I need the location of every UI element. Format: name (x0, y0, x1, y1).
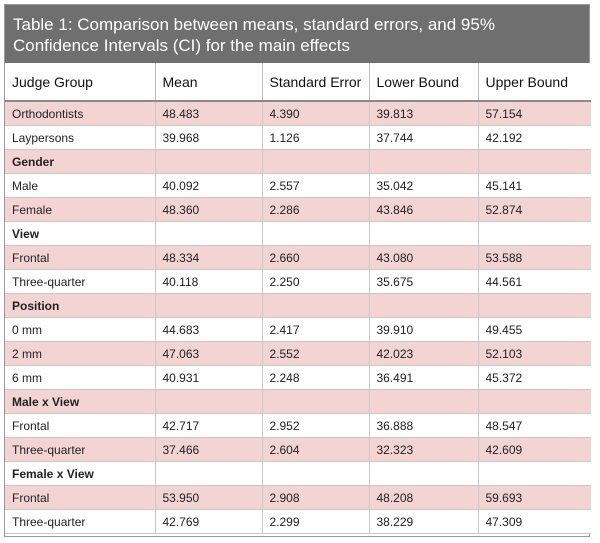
standard-error-cell (262, 294, 369, 318)
header-mean: Mean (155, 63, 262, 101)
standard-error-cell: 4.390 (262, 101, 369, 126)
upper-bound-cell: 52.874 (478, 198, 591, 222)
section-header-row (5, 462, 591, 486)
upper-bound-cell: 59.693 (478, 486, 591, 510)
upper-bound-cell: 45.372 (478, 366, 591, 390)
mean-cell: 48.360 (155, 198, 262, 222)
upper-bound-cell: 53.588 (478, 246, 591, 270)
row-label: 6 mm (5, 366, 155, 390)
standard-error-cell: 2.908 (262, 486, 369, 510)
lower-bound-cell (369, 294, 478, 318)
row-label: 0 mm (5, 318, 155, 342)
row-label: Male (5, 174, 155, 198)
standard-error-cell: 1.126 (262, 126, 369, 150)
table-row (5, 246, 591, 270)
mean-cell: 37.466 (155, 438, 262, 462)
section-label: View (5, 222, 155, 246)
table-row (5, 366, 591, 390)
standard-error-cell: 2.552 (262, 342, 369, 366)
standard-error-cell: 2.299 (262, 510, 369, 534)
mean-cell: 53.950 (155, 486, 262, 510)
data-table (5, 63, 591, 534)
table-row (5, 438, 591, 462)
row-label: Frontal (5, 414, 155, 438)
row-label: Frontal (5, 486, 155, 510)
mean-cell: 39.968 (155, 126, 262, 150)
upper-bound-cell: 42.192 (478, 126, 591, 150)
row-label: Orthodontists (5, 101, 155, 126)
mean-cell: 44.683 (155, 318, 262, 342)
upper-bound-cell: 47.309 (478, 510, 591, 534)
section-label: Female x View (5, 462, 155, 486)
upper-bound-cell: 49.455 (478, 318, 591, 342)
upper-bound-cell: 45.141 (478, 174, 591, 198)
lower-bound-cell: 35.675 (369, 270, 478, 294)
upper-bound-cell (478, 150, 591, 174)
row-label: Frontal (5, 246, 155, 270)
mean-cell: 47.063 (155, 342, 262, 366)
standard-error-cell (262, 390, 369, 414)
table-title: Table 1: Comparison between means, standard errors, and 95% Confidence Intervals (CI) for the main effects (5, 5, 589, 63)
section-label: Gender (5, 150, 155, 174)
mean-cell: 40.118 (155, 270, 262, 294)
mean-cell (155, 222, 262, 246)
table-body (5, 101, 591, 534)
table-row (5, 198, 591, 222)
header-lower-bound: Lower Bound (369, 63, 478, 101)
row-label: Laypersons (5, 126, 155, 150)
standard-error-cell (262, 150, 369, 174)
lower-bound-cell: 43.080 (369, 246, 478, 270)
table-row (5, 126, 591, 150)
lower-bound-cell: 37.744 (369, 126, 478, 150)
row-label: Three-quarter (5, 270, 155, 294)
mean-cell (155, 462, 262, 486)
upper-bound-cell: 57.154 (478, 101, 591, 126)
standard-error-cell: 2.952 (262, 414, 369, 438)
upper-bound-cell: 44.561 (478, 270, 591, 294)
upper-bound-cell (478, 294, 591, 318)
standard-error-cell: 2.557 (262, 174, 369, 198)
upper-bound-cell (478, 390, 591, 414)
lower-bound-cell: 42.023 (369, 342, 478, 366)
lower-bound-cell (369, 462, 478, 486)
lower-bound-cell: 48.208 (369, 486, 478, 510)
table-row (5, 318, 591, 342)
mean-cell (155, 294, 262, 318)
standard-error-cell (262, 222, 369, 246)
lower-bound-cell: 36.888 (369, 414, 478, 438)
section-label: Position (5, 294, 155, 318)
lower-bound-cell: 39.910 (369, 318, 478, 342)
upper-bound-cell (478, 222, 591, 246)
lower-bound-cell: 39.813 (369, 101, 478, 126)
mean-cell: 42.717 (155, 414, 262, 438)
mean-cell: 42.769 (155, 510, 262, 534)
standard-error-cell (262, 462, 369, 486)
table-row (5, 510, 591, 534)
table-row (5, 486, 591, 510)
header-judge-group: Judge Group (5, 63, 155, 101)
upper-bound-cell (478, 462, 591, 486)
upper-bound-cell: 48.547 (478, 414, 591, 438)
header-standard-error: Standard Error (262, 63, 369, 101)
row-label: Three-quarter (5, 510, 155, 534)
table-row (5, 342, 591, 366)
standard-error-cell: 2.604 (262, 438, 369, 462)
lower-bound-cell (369, 390, 478, 414)
header-upper-bound: Upper Bound (478, 63, 591, 101)
row-label: Three-quarter (5, 438, 155, 462)
row-label: 2 mm (5, 342, 155, 366)
standard-error-cell: 2.250 (262, 270, 369, 294)
lower-bound-cell: 38.229 (369, 510, 478, 534)
table-row (5, 174, 591, 198)
mean-cell: 48.483 (155, 101, 262, 126)
lower-bound-cell (369, 150, 478, 174)
section-header-row (5, 150, 591, 174)
table-row (5, 270, 591, 294)
table-row (5, 414, 591, 438)
mean-cell: 40.092 (155, 174, 262, 198)
section-label: Male x View (5, 390, 155, 414)
lower-bound-cell: 32.323 (369, 438, 478, 462)
upper-bound-cell: 52.103 (478, 342, 591, 366)
header-row (5, 63, 591, 101)
section-header-row (5, 222, 591, 246)
row-label: Female (5, 198, 155, 222)
table-row (5, 101, 591, 126)
standard-error-cell: 2.417 (262, 318, 369, 342)
standard-error-cell: 2.286 (262, 198, 369, 222)
mean-cell (155, 390, 262, 414)
upper-bound-cell: 42.609 (478, 438, 591, 462)
lower-bound-cell: 36.491 (369, 366, 478, 390)
mean-cell (155, 150, 262, 174)
lower-bound-cell: 35.042 (369, 174, 478, 198)
lower-bound-cell: 43.846 (369, 198, 478, 222)
mean-cell: 48.334 (155, 246, 262, 270)
lower-bound-cell (369, 222, 478, 246)
standard-error-cell: 2.248 (262, 366, 369, 390)
table-container (4, 4, 590, 537)
standard-error-cell: 2.660 (262, 246, 369, 270)
section-header-row (5, 294, 591, 318)
mean-cell: 40.931 (155, 366, 262, 390)
section-header-row (5, 390, 591, 414)
